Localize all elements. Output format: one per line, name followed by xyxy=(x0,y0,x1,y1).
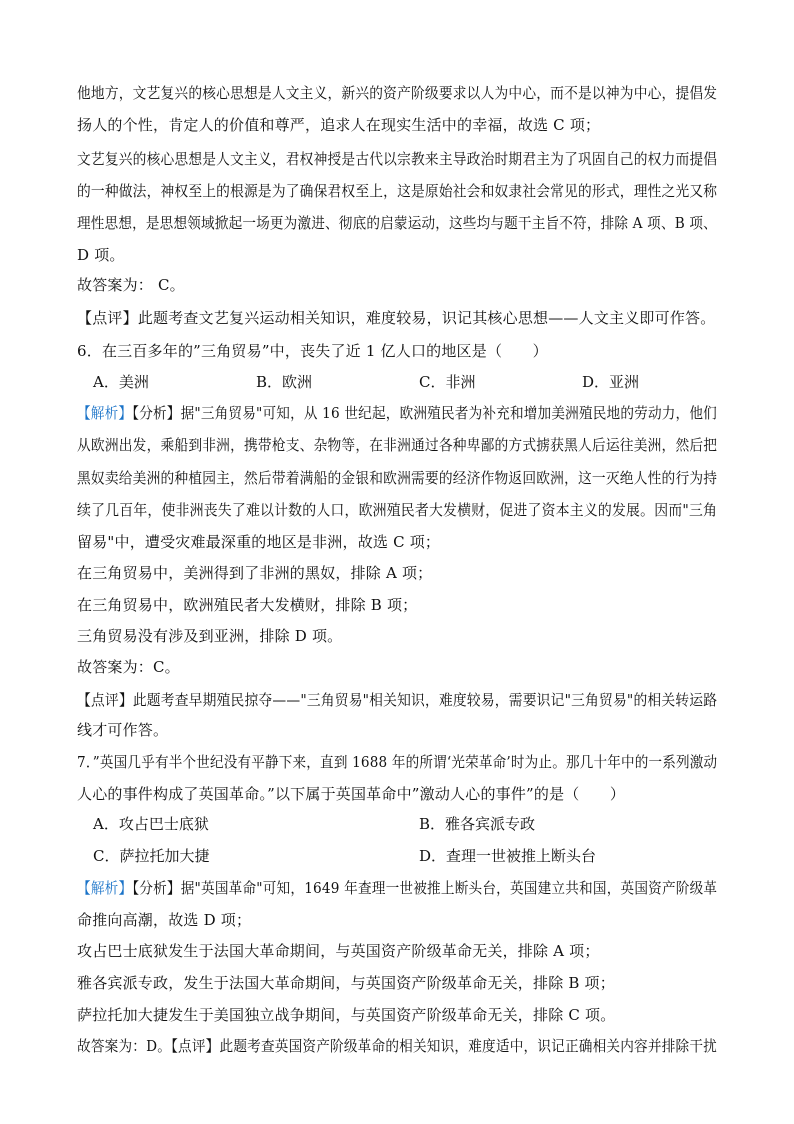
q7-option-d: D．查理一世被推上断头台 xyxy=(419,847,597,865)
q6-analysis-line: 续了几百年，使非洲丧失了难以计数的人口，欧洲殖民者大发横财，促进了资本主义的发展。因而"三角 xyxy=(77,501,718,519)
q5-text-line: D 项。 xyxy=(77,246,125,264)
q7-analysis xyxy=(77,878,718,898)
comment-tag: 【点评】 xyxy=(77,691,133,709)
q7-stem: 7．”英国几乎有半个世纪没有平静下来，直到 1688 年的所谓‘光荣革命’时为止。那几十年中的一系列激动 xyxy=(77,753,718,771)
q7-analysis-line: 雅各宾派专政，发生于法国大革命期间，与英国资产阶级革命无关，排除 B 项； xyxy=(77,974,615,992)
q5-text-line: 扬人的个性，肯定人的价值和尊严，追求人在现实生活中的幸福，故选 C 项； xyxy=(77,116,601,134)
q7-answer-comment xyxy=(77,1036,717,1056)
q6-analysis-line: 黑奴卖给美洲的种植园主，然后带着满船的金银和欧洲需要的经济作物返回欧洲，这一灭绝人性的行为持 xyxy=(77,469,718,487)
q6-option-a: A．美洲 xyxy=(93,373,149,391)
q7-answer: 故答案为：D。 xyxy=(77,1037,172,1055)
q5-text-line: 理性思想，是思想领域掀起一场更为激进、彻底的启蒙运动，这些均与题干主旨不符，排除 A 项、B 项、 xyxy=(77,214,717,232)
comment-tag: 【点评】 xyxy=(77,309,138,327)
q6-analysis-text: 【分析】据"三角贸易"可知，从 16 世纪起，欧洲殖民者为补充和增加美洲殖民地的劳动力，他们 xyxy=(132,404,717,422)
q6-comment-line: 线才可作答。 xyxy=(77,721,169,739)
q7-option-c: C．萨拉托加大捷 xyxy=(93,847,210,865)
q7-analysis-text: 【分析】据"英国革命"可知，1649 年查理一世被推上断头台，英国建立共和国，英国资产阶级革 xyxy=(132,879,718,897)
q5-text-line: 文艺复兴的核心思想是人文主义，君权神授是古代以宗教来主导政治时期君主为了巩固自己的权力而提倡 xyxy=(77,150,718,168)
q7-stem-line: 人心的事件构成了英国革命。”以下属于英国革命中”激动人心的事件”的是（ ） xyxy=(77,785,626,803)
q6-analysis-line: 在三角贸易中，欧洲殖民者大发横财，排除 B 项； xyxy=(77,596,418,614)
q6-analysis-line: 从欧洲出发，乘船到非洲，携带枪支、杂物等，在非洲通过各种卑鄙的方式掳获黑人后运往美洲，然后把 xyxy=(77,436,718,454)
q6-stem: 6．在三百多年的”三角贸易”中，丧失了近 1 亿人口的地区是（ ） xyxy=(77,342,548,360)
q7-comment-text: 此题考查英国资产阶级革命的相关知识，难度适中，识记正确相关内容并排除干扰 xyxy=(219,1037,717,1055)
q6-answer: 故答案为：C。 xyxy=(77,658,180,676)
q7-option-b: B．雅各宾派专政 xyxy=(419,815,536,833)
q7-option-a: A．攻占巴士底狱 xyxy=(93,815,209,833)
q6-analysis xyxy=(77,403,717,423)
q7-analysis-line: 命推向高潮，故选 D 项； xyxy=(77,911,252,929)
q5-text-line: 的一种做法，神权至上的根源是为了确保君权至上，这是原始社会和奴隶社会常见的形式，理性之光又称 xyxy=(77,182,718,200)
q7-analysis-line: 萨拉托加大捷发生于美国独立战争期间，与英国资产阶级革命无关，排除 C 项。 xyxy=(77,1006,616,1024)
q7-analysis-line: 攻占巴士底狱发生于法国大革命期间，与英国资产阶级革命无关，排除 A 项； xyxy=(77,942,600,960)
q6-option-d: D．亚洲 xyxy=(582,373,640,391)
q6-analysis-line: 在三角贸易中，美洲得到了非洲的黑奴，排除 A 项； xyxy=(77,564,433,582)
q5-comment-text: 此题考查文艺复兴运动相关知识，难度较易，识记其核心思想——人文主义即可作答。 xyxy=(137,309,716,327)
q6-analysis-line: 三角贸易没有涉及到亚洲，排除 D 项。 xyxy=(77,627,343,645)
q5-text-line: 他地方，文艺复兴的核心思想是人文主义，新兴的资产阶级要求以人为中心，而不是以神为中心，提倡发 xyxy=(77,84,718,102)
q6-comment-text: 此题考查早期殖民掠夺——"三角贸易"相关知识，难度较易，需要识记"三角贸易"的相关转运路 xyxy=(132,691,718,709)
comment-tag: 【点评】 xyxy=(171,1037,220,1055)
q5-answer: 故答案为： C。 xyxy=(77,276,185,294)
q6-option-c: C．非洲 xyxy=(419,373,476,391)
analysis-tag: 【解析】 xyxy=(77,404,133,422)
q6-option-b: B．欧洲 xyxy=(256,373,313,391)
q6-comment xyxy=(77,690,718,710)
q6-analysis-line: 留易"中，遭受灾难最深重的地区是非洲，故选 C 项； xyxy=(77,533,441,551)
q5-comment xyxy=(77,308,717,328)
analysis-tag: 【解析】 xyxy=(77,879,133,897)
